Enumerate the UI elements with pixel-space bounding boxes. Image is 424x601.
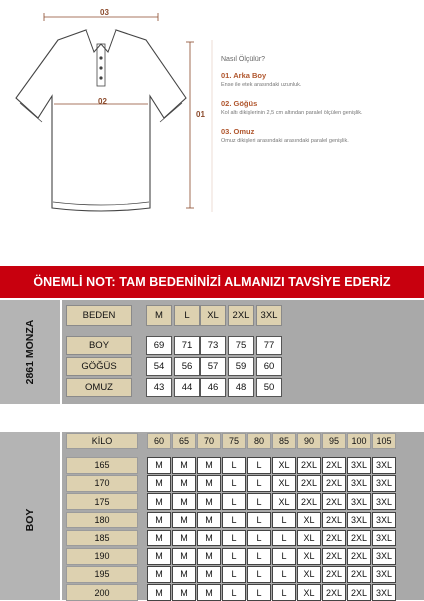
measure-row-label: OMUZ <box>66 378 132 397</box>
size-recommendation-cell: L <box>222 457 246 474</box>
size-recommendation-cell: M <box>147 584 171 601</box>
size-header-cell: 3XL <box>256 305 282 326</box>
size-recommendation-cell: XL <box>272 457 296 474</box>
measure-row-label: BOY <box>66 336 132 355</box>
size-recommendation-cell: 2XL <box>297 475 321 492</box>
size-recommendation-cell: 2XL <box>322 530 346 547</box>
size-recommendation-cell: 2XL <box>347 584 371 601</box>
size-recommendation-cell: M <box>172 548 196 565</box>
weight-header-label: KİLO <box>66 433 138 449</box>
size-recommendation-cell: L <box>247 475 271 492</box>
measure-value-cell: 60 <box>256 357 282 376</box>
size-recommendation-cell: 2XL <box>322 566 346 583</box>
height-row-label: 170 <box>66 475 138 492</box>
measure-row-label: GÖĞÜS <box>66 357 132 376</box>
size-recommendation-cell: 2XL <box>347 566 371 583</box>
size-recommendation-cell: XL <box>272 475 296 492</box>
size-recommendation-cell: 2XL <box>297 457 321 474</box>
size-recommendation-cell: 2XL <box>322 512 346 529</box>
size-recommendation-cell: 3XL <box>347 457 371 474</box>
size-header-label: BEDEN <box>66 305 132 326</box>
size-recommendation-cell: M <box>197 475 221 492</box>
size-recommendation-cell: L <box>247 457 271 474</box>
height-row-label: 175 <box>66 493 138 510</box>
weight-header-cell: 60 <box>147 433 171 449</box>
weight-header-cell: 75 <box>222 433 246 449</box>
size-recommendation-cell: M <box>147 457 171 474</box>
measure-value-cell: 57 <box>200 357 226 376</box>
size-recommendation-cell: 2XL <box>322 584 346 601</box>
measure-value-cell: 73 <box>200 336 226 355</box>
height-side-label: BOY <box>24 508 36 532</box>
guide-item-description: Kol altı dikişlerinin 2,5 cm altından paralel ölçülen genişlik. <box>221 109 363 116</box>
measure-value-cell: 43 <box>146 378 172 397</box>
size-recommendation-cell: 3XL <box>372 584 396 601</box>
size-recommendation-cell: L <box>222 584 246 601</box>
chest-dimension-label: 02 <box>98 97 107 106</box>
size-recommendation-cell: 3XL <box>372 548 396 565</box>
weight-header-cell: 105 <box>372 433 396 449</box>
size-recommendation-cell: M <box>172 566 196 583</box>
guide-item-chest <box>221 99 421 117</box>
size-recommendation-cell: XL <box>272 493 296 510</box>
size-recommendation-cell: XL <box>297 566 321 583</box>
guide-item-back-length <box>221 71 421 89</box>
size-recommendation-cell: 3XL <box>372 512 396 529</box>
height-row-label: 190 <box>66 548 138 565</box>
size-recommendation-cell: 2XL <box>322 493 346 510</box>
length-dimension-label: 01 <box>196 110 205 119</box>
height-row-label: 180 <box>66 512 138 529</box>
height-row-label: 185 <box>66 530 138 547</box>
size-header-cell: 2XL <box>228 305 254 326</box>
guide-item-heading: 03. Omuz <box>221 126 255 136</box>
guide-item-description: Omuz dikişleri arasındaki arasındaki paralel genişlik. <box>221 137 349 144</box>
measure-value-cell: 77 <box>256 336 282 355</box>
size-recommendation-cell: M <box>197 530 221 547</box>
size-recommendation-cell: 2XL <box>347 530 371 547</box>
size-recommendation-cell: L <box>272 512 296 529</box>
size-recommendation-cell: 3XL <box>347 493 371 510</box>
size-recommendation-cell: M <box>147 548 171 565</box>
measure-value-cell: 59 <box>228 357 254 376</box>
measure-value-cell: 54 <box>146 357 172 376</box>
size-recommendation-cell: L <box>247 548 271 565</box>
size-recommendation-cell: L <box>247 566 271 583</box>
weight-header-cell: 85 <box>272 433 296 449</box>
size-recommendation-cell: M <box>197 493 221 510</box>
size-recommendation-cell: L <box>222 475 246 492</box>
guide-item-shoulder <box>221 127 421 145</box>
guide-item-heading: 01. Arka Boy <box>221 71 267 80</box>
size-recommendation-cell: XL <box>297 584 321 601</box>
size-recommendation-cell: 2XL <box>297 493 321 510</box>
measure-value-cell: 50 <box>256 378 282 397</box>
guide-title: Nasıl Ölçülür? <box>221 56 265 63</box>
size-recommendation-cell: M <box>197 548 221 565</box>
size-recommendation-cell: 2XL <box>322 457 346 474</box>
size-recommendation-cell: 3XL <box>347 512 371 529</box>
size-recommendation-cell: L <box>222 548 246 565</box>
size-recommendation-cell: M <box>147 566 171 583</box>
size-recommendation-cell: XL <box>297 548 321 565</box>
size-recommendation-cell: L <box>272 584 296 601</box>
guide-item-heading: 02. Göğüs <box>221 98 258 108</box>
size-recommendation-cell: 2XL <box>322 548 346 565</box>
model-name: 2861 MONZA <box>24 319 36 385</box>
size-recommendation-cell: M <box>197 457 221 474</box>
size-recommendation-cell: M <box>172 584 196 601</box>
size-recommendation-cell: 3XL <box>372 566 396 583</box>
measure-value-cell: 75 <box>228 336 254 355</box>
size-recommendation-cell: M <box>172 493 196 510</box>
garment-illustration <box>0 0 424 262</box>
height-row-label: 195 <box>66 566 138 583</box>
measure-value-cell: 46 <box>200 378 226 397</box>
size-recommendation-cell: 2XL <box>347 548 371 565</box>
size-recommendation-cell: L <box>247 493 271 510</box>
shoulder-dimension-label: 03 <box>100 8 109 17</box>
weight-header-cell: 80 <box>247 433 271 449</box>
size-recommendation-cell: L <box>222 530 246 547</box>
size-recommendation-cell: M <box>172 512 196 529</box>
measure-value-cell: 69 <box>146 336 172 355</box>
size-recommendation-cell: 3XL <box>372 493 396 510</box>
measure-value-cell: 48 <box>228 378 254 397</box>
size-recommendation-cell: M <box>172 457 196 474</box>
measure-value-cell: 71 <box>174 336 200 355</box>
size-recommendation-cell: L <box>222 493 246 510</box>
size-recommendation-cell: L <box>247 584 271 601</box>
size-recommendation-cell: 3XL <box>372 457 396 474</box>
size-recommendation-cell: M <box>147 530 171 547</box>
important-note-banner: ÖNEMLİ NOT: TAM BEDENİNİZİ ALMANIZI TAVSİYE EDERİZ <box>0 266 424 298</box>
measure-value-cell: 44 <box>174 378 200 397</box>
size-recommendation-cell: XL <box>297 512 321 529</box>
weight-header-cell: 95 <box>322 433 346 449</box>
size-recommendation-cell: L <box>222 512 246 529</box>
height-row-label: 200 <box>66 584 138 601</box>
size-header-cell: XL <box>200 305 226 326</box>
size-recommendation-cell: M <box>172 530 196 547</box>
measurement-guide <box>221 56 421 155</box>
size-recommendation-cell: 3XL <box>372 530 396 547</box>
size-header-cell: M <box>146 305 172 326</box>
size-recommendation-cell: 3XL <box>347 475 371 492</box>
size-recommendation-cell: L <box>272 548 296 565</box>
size-recommendation-cell: 3XL <box>372 475 396 492</box>
size-recommendation-cell: M <box>197 584 221 601</box>
size-recommendation-cell: L <box>272 566 296 583</box>
size-recommendation-cell: M <box>197 566 221 583</box>
height-row-label: 165 <box>66 457 138 474</box>
size-recommendation-cell: L <box>272 530 296 547</box>
weight-header-cell: 65 <box>172 433 196 449</box>
weight-header-cell: 100 <box>347 433 371 449</box>
measure-value-cell: 56 <box>174 357 200 376</box>
size-recommendation-cell: M <box>172 475 196 492</box>
size-recommendation-cell: M <box>147 512 171 529</box>
guide-item-description: Ense ile etek arasındaki uzunluk. <box>221 82 302 88</box>
size-recommendation-cell: 2XL <box>322 475 346 492</box>
size-recommendation-cell: L <box>247 530 271 547</box>
weight-header-cell: 70 <box>197 433 221 449</box>
weight-header-cell: 90 <box>297 433 321 449</box>
size-recommendation-cell: XL <box>297 530 321 547</box>
size-recommendation-cell: M <box>147 493 171 510</box>
size-recommendation-cell: M <box>147 475 171 492</box>
size-recommendation-cell: L <box>247 512 271 529</box>
size-recommendation-cell: L <box>222 566 246 583</box>
size-header-cell: L <box>174 305 200 326</box>
size-recommendation-cell: M <box>197 512 221 529</box>
